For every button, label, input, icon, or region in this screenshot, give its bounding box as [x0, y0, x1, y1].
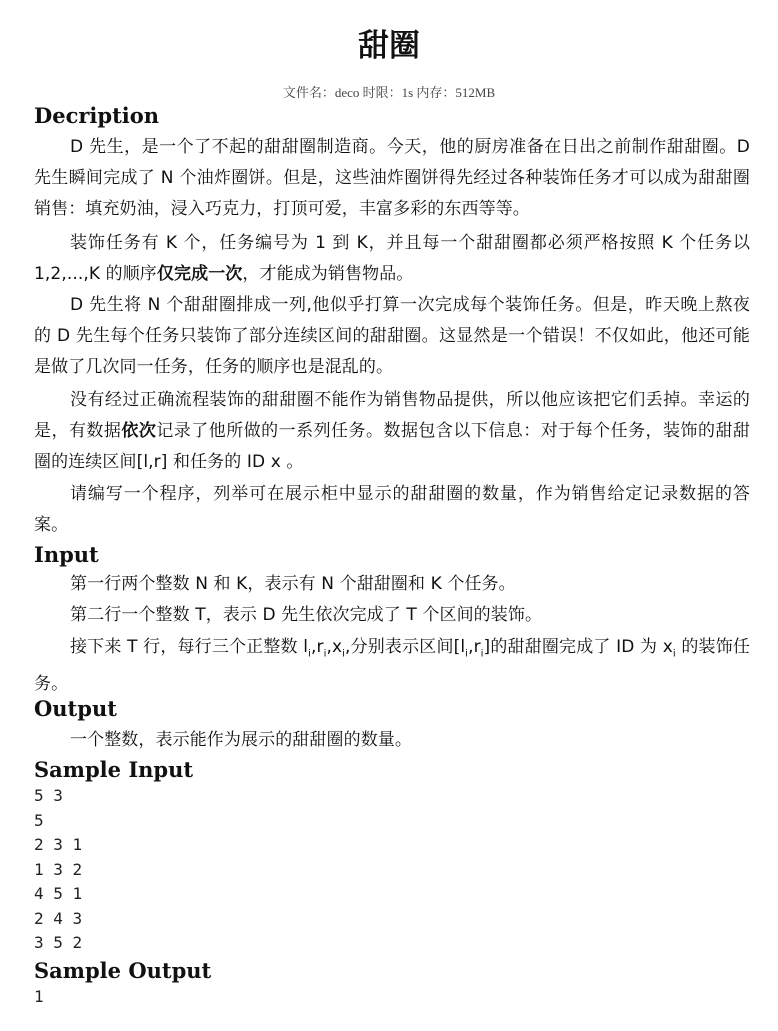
output-heading: Output [34, 696, 117, 721]
input-heading: Input [34, 542, 99, 567]
description-paragraph-2-text-b: ，才能成为销售物品。 [242, 264, 414, 284]
description-paragraph-4 [34, 385, 750, 478]
subscript-i: i [480, 648, 484, 660]
description-heading: Decription [34, 103, 160, 128]
input-p3-f: ]的甜甜圈完成了 ID 为 x [483, 637, 673, 657]
subscript-i: i [323, 648, 327, 660]
description-paragraph-2 [34, 228, 750, 290]
input-p3-g: 的装饰任务。 [34, 637, 750, 695]
description-paragraph-5: 请编写一个程序，列举可在展示柜中显示的甜甜圈的数量，作为销售给定记录数据的答案。 [34, 484, 750, 535]
subscript-i: i [672, 648, 676, 660]
subscript-i: i [465, 648, 469, 660]
problem-meta: 文件名：deco 时限：1s 内存：512MB [282, 85, 496, 100]
description-paragraph-1: D 先生，是一个了不起的甜甜圈制造商。今天，他的厨房准备在日出之前制作甜甜圈。D 先生瞬间完成了 N 个油炸圈饼。但是，这些油炸圈饼得先经过各种装饰任务才可以成为甜甜圈销售：填充奶油，浸入巧克力，打顶可爱，丰富多彩的东西等等。 [34, 137, 750, 219]
input-p3-a: 接下来 T 行，每行三个正整数 l [70, 637, 309, 657]
description-paragraph-3: D 先生将 N 个甜甜圈排成一列,他似乎打算一次完成每个装饰任务。但是，昨天晚上熬夜的 D 先生每个任务只装饰了部分连续区间的甜甜圈。这显然是一个错误！不仅如此，他还可能是做了几次同一任务，任务的顺序也是混乱的。 [34, 295, 750, 377]
description-paragraph-2-bold: 仅完成一次 [156, 264, 243, 284]
input-paragraph-2: 第二行一个整数 T，表示 D 先生依次完成了 T 个区间的装饰。 [70, 605, 543, 625]
input-paragraph-1: 第一行两个整数 N 和 K，表示有 N 个甜甜圈和 K 个任务。 [70, 574, 516, 594]
input-p3-e: ,r [468, 637, 481, 657]
output-paragraph-1: 一个整数，表示能作为展示的甜甜圈的数量。 [70, 730, 412, 750]
subscript-i: i [342, 648, 346, 660]
input-p3-d: ,分别表示区间[l [345, 637, 466, 657]
input-paragraph-3 [34, 632, 750, 700]
sample-output-heading: Sample Output [34, 958, 212, 983]
sample-output-code: 1 [34, 987, 44, 1006]
sample-input-code: 5 3 5 2 3 1 1 3 2 4 5 1 2 4 3 3 5 2 [34, 786, 83, 952]
sample-input-heading: Sample Input [34, 757, 194, 782]
description-paragraph-4-text-b: 记录了他所做的一系列任务。数据包含以下信息：对于每个任务，装饰的甜甜圈的连续区间[l,r] 和任务的 ID x 。 [34, 421, 751, 472]
page-title: 甜圈 [358, 28, 420, 64]
description-paragraph-4-text-a: 没有经过正确流程装饰的甜甜圈不能作为销售物品提供，所以他应该把它们丢掉。幸运的是，有数据 [34, 390, 750, 441]
subscript-i: i [308, 648, 311, 660]
input-p3-c: ,x [326, 637, 343, 657]
description-paragraph-4-bold: 依次 [121, 421, 157, 441]
description-paragraph-2-text-a: 装饰任务有 K 个，任务编号为 1 到 K，并且每一个甜甜圈都必须严格按照 K 个任务以 1,2,...,K 的顺序 [34, 233, 750, 284]
input-p3-b: ,r [310, 637, 324, 657]
